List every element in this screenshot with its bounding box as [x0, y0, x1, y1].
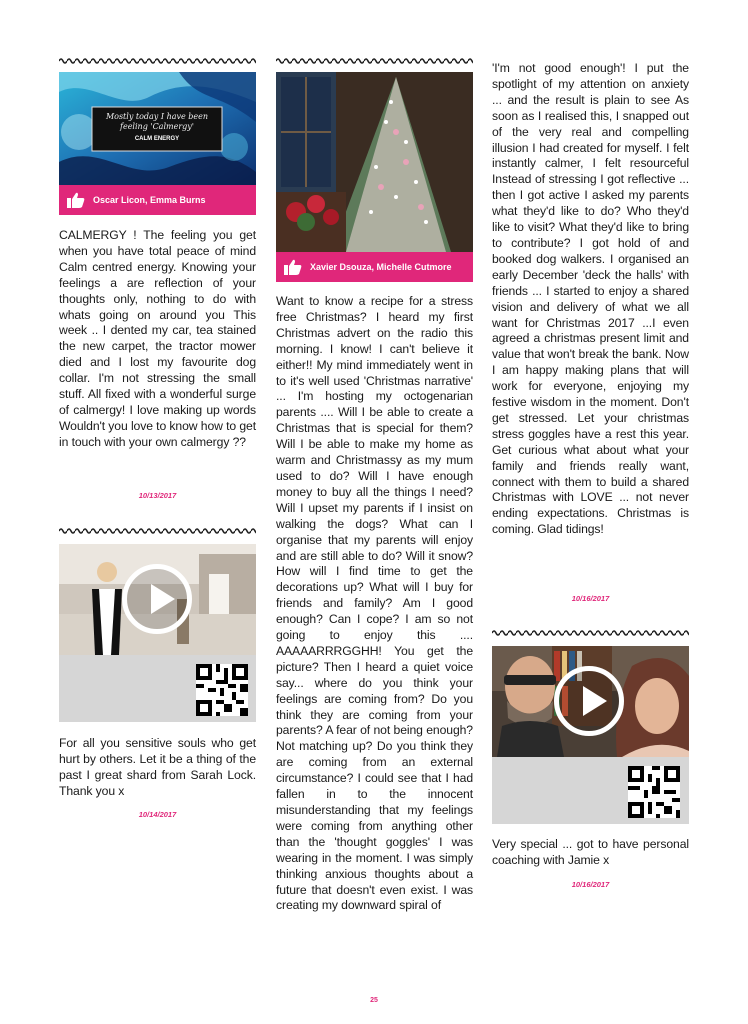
likes-names: Oscar Licon, Emma Burns — [93, 195, 206, 205]
post-date: 10/13/2017 — [138, 491, 177, 500]
post-date: 10/14/2017 — [138, 810, 177, 819]
qr-code-icon — [628, 766, 680, 818]
post-date: 10/16/2017 — [571, 880, 610, 889]
post-text: For all you sensitive souls who get hurt by others. Let it be a thing of the past I great shard from Sarah Lock. Thank you x — [59, 736, 256, 798]
divider — [276, 57, 473, 65]
video-panel[interactable] — [59, 544, 256, 722]
post-text: Want to know a recipe for a stress free Christmas? I heard my first Christmas advert on the radio this morning. I know! I can't believe it either!! My mind immediately went in to it's well used 'Christmas narrative' ... I'm hosting my octogenarian parents .... Will I be able to create a Christmas that is special for them? Will I be able to make my home as warm and Christmassy as my mum used to do? Will I have enough money to buy all the things I need? Will I upset my parents if I insist on walking the dogs? What can I organise that my parents will enjoy and are still able to do? Will it snow? How will I find time to get the decorations up? What will I buy for friends and family? Am I good enough? Can I cope? I am so not going to enjoy this .... AAAAARRRGGHH! You get the picture? Then I heard a quiet voice say... where do you think your feelings are coming from? Do you think they are coming from your parents? A fear of not being enough? Not matching up? Do you think they are coming from an external circumstance? I could see that I had fallen in to the innocent misunderstanding that my feelings were coming from anything other than the 'thought goggles' I was wearing in the moment. I was simply thinking anxious thoughts about a future that doesn't even exist. I was creating my downward spiral of — [276, 294, 473, 913]
play-button-icon[interactable] — [554, 666, 624, 736]
page-number: 25 — [370, 997, 378, 1004]
post-date: 10/16/2017 — [571, 594, 610, 603]
post-text: CALMERGY ! The feeling you get when you have total peace of mind Calm centred energy. Knowing your feelings a are reflection of your thoughts only, nothing to do with whats going on around you This week .. I dented my car, tea stained the new carpet, the tractor mower died and I lost my favourite dog collar. I'm not stressing the small stuff. All fixed with a wonderful surge of calmergy! I love making up words Wouldn't you love to know how to get in touch with your own calmergy ?? — [59, 228, 257, 449]
likes-names: Xavier Dsouza, Michelle Cutmore — [310, 262, 452, 272]
thumbs-up-icon — [280, 256, 306, 278]
divider — [59, 57, 256, 65]
thumbs-up-icon — [63, 189, 89, 211]
post-image-calmergy — [59, 72, 256, 185]
post-text-continued: 'I'm not good enough'! I put the spotlight of my attention on anxiety ... and the result is plain to see As soon as I realised this, I snapped out of the very real and compelling illusion I had created for myself. I felt instantly calmer, I felt resourceful Instead of stressing I got reflective ... then I got active I asked my parents what they'd like to do? Who they'd like to visit? What they'd like to bring to contribute? I got hold of and booked dog walkers. I organised an early December 'deck the halls' with friends ... I started to enjoy a shared vision and delivery of what we all want for Christmas 2017 ...I even agreed a christmas present limit and value that won't break the bank. Now I am happy making plans that will work for everyone, enjoying my festive wisdom in the moment. Don't get stressed. Let your christmas stress goggles have a rest this year. Get curious what about what your family and friends really want, connect with them to build a shared Christmas with LOVE ... not never ending expectations. Christmas is coming. Glad tidings! — [492, 61, 689, 537]
image-caption: Mostly today I have been feeling 'Calmergy' — [105, 112, 209, 131]
post-text: Very special ... got to have personal coaching with Jamie x — [492, 837, 689, 867]
divider — [492, 629, 689, 637]
likes-bar — [276, 252, 473, 282]
divider — [59, 527, 256, 535]
qr-code-icon — [196, 664, 248, 716]
post-image-christmas-tree — [276, 72, 473, 252]
play-button-icon[interactable] — [122, 564, 192, 634]
likes-bar — [59, 185, 256, 215]
image-subcaption: CALM ENERGY — [134, 136, 180, 142]
video-panel[interactable] — [492, 646, 689, 824]
